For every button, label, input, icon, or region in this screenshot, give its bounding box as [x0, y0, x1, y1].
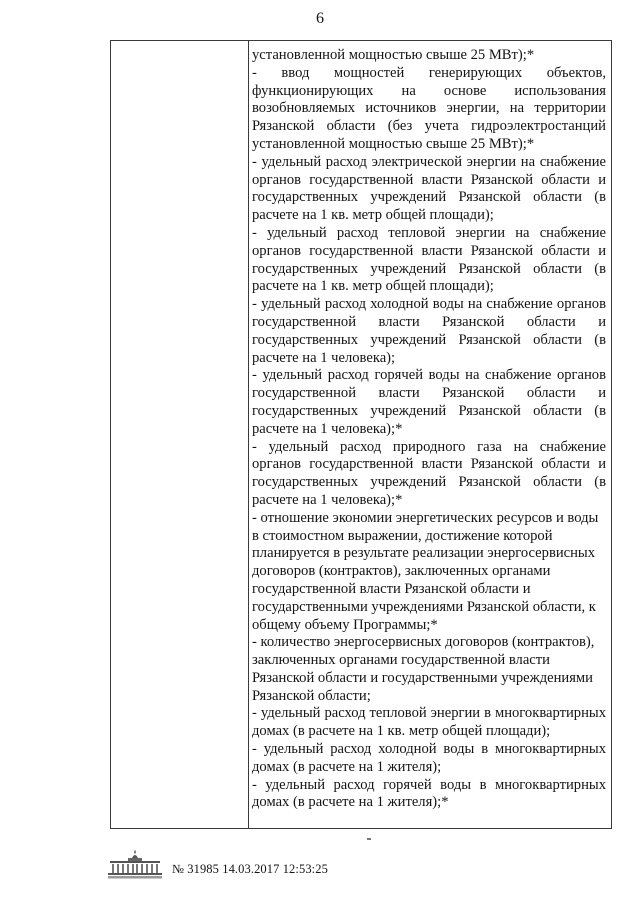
indicator-item: - отношение экономии энергетических ресурсов и воды в стоимостном выражении, достижение которой планируется в результате реализации энергосервисных договоров (контрактов), заключенных органами государственной власти Рязанской области и государственными учреждениями Рязанской области, к общему объему Программы;* — [252, 509, 599, 633]
building-emblem-icon — [106, 850, 164, 880]
indicators-cell — [252, 47, 606, 812]
page-number: 6 — [316, 10, 324, 27]
registration-stamp — [0, 850, 640, 890]
indicator-item: - удельный расход горячей воды на снабжение органов государственной власти Рязанской области и государственных учреждений Рязанской области (в расчете на 1 человека);* — [252, 367, 606, 437]
indicator-item: - удельный расход природного газа на снабжение органов государственной власти Рязанской области и государственных учреждений Рязанской области (в расчете на 1 человека);* — [252, 438, 606, 508]
indicator-item: - удельный расход тепловой энергии на снабжение органов государственной власти Рязанской области и государственных учреждений Рязанской области (в расчете на 1 кв. метр общей площади); — [252, 224, 606, 295]
program-table — [110, 40, 612, 829]
column-divider — [248, 41, 249, 828]
indicator-item: - удельный расход электрической энергии на снабжение органов государственной власти Рязанской области и государственных учреждений Рязанской области (в расчете на 1 кв. метр общей площади); — [252, 153, 606, 224]
indicator-item: - удельный расход холодной воды на снабжение органов государственной власти Рязанской области и государственных учреждений Рязанской области (в расчете на 1 человека); — [252, 296, 606, 366]
indicator-item: установленной мощностью свыше 25 МВт);* — [252, 47, 535, 63]
indicator-item: - удельный расход тепловой энергии в многоквартирных домах (в расчете на 1 кв. метр общей площади); — [252, 705, 606, 740]
page-mark — [367, 838, 371, 840]
registration-number-date: № 31985 14.03.2017 12:53:25 — [172, 862, 328, 876]
indicator-item: - удельный расход горячей воды в многоквартирных домах (в расчете на 1 жителя);* — [252, 776, 606, 811]
indicator-item: - удельный расход холодной воды в многоквартирных домах (в расчете на 1 жителя); — [252, 741, 606, 775]
indicator-item: - ввод мощностей генерирующих объектов, функционирующих на основе использования возобновляемых источников энергии, на территории Рязанской области (без учета гидроэлектростанций установленной мощностью свыше 25 МВт);* — [252, 64, 606, 152]
indicator-item: - количество энергосервисных договоров (контрактов), заключенных органами государственной власти Рязанской области и государственными учреждениями Рязанской области; — [252, 634, 595, 704]
